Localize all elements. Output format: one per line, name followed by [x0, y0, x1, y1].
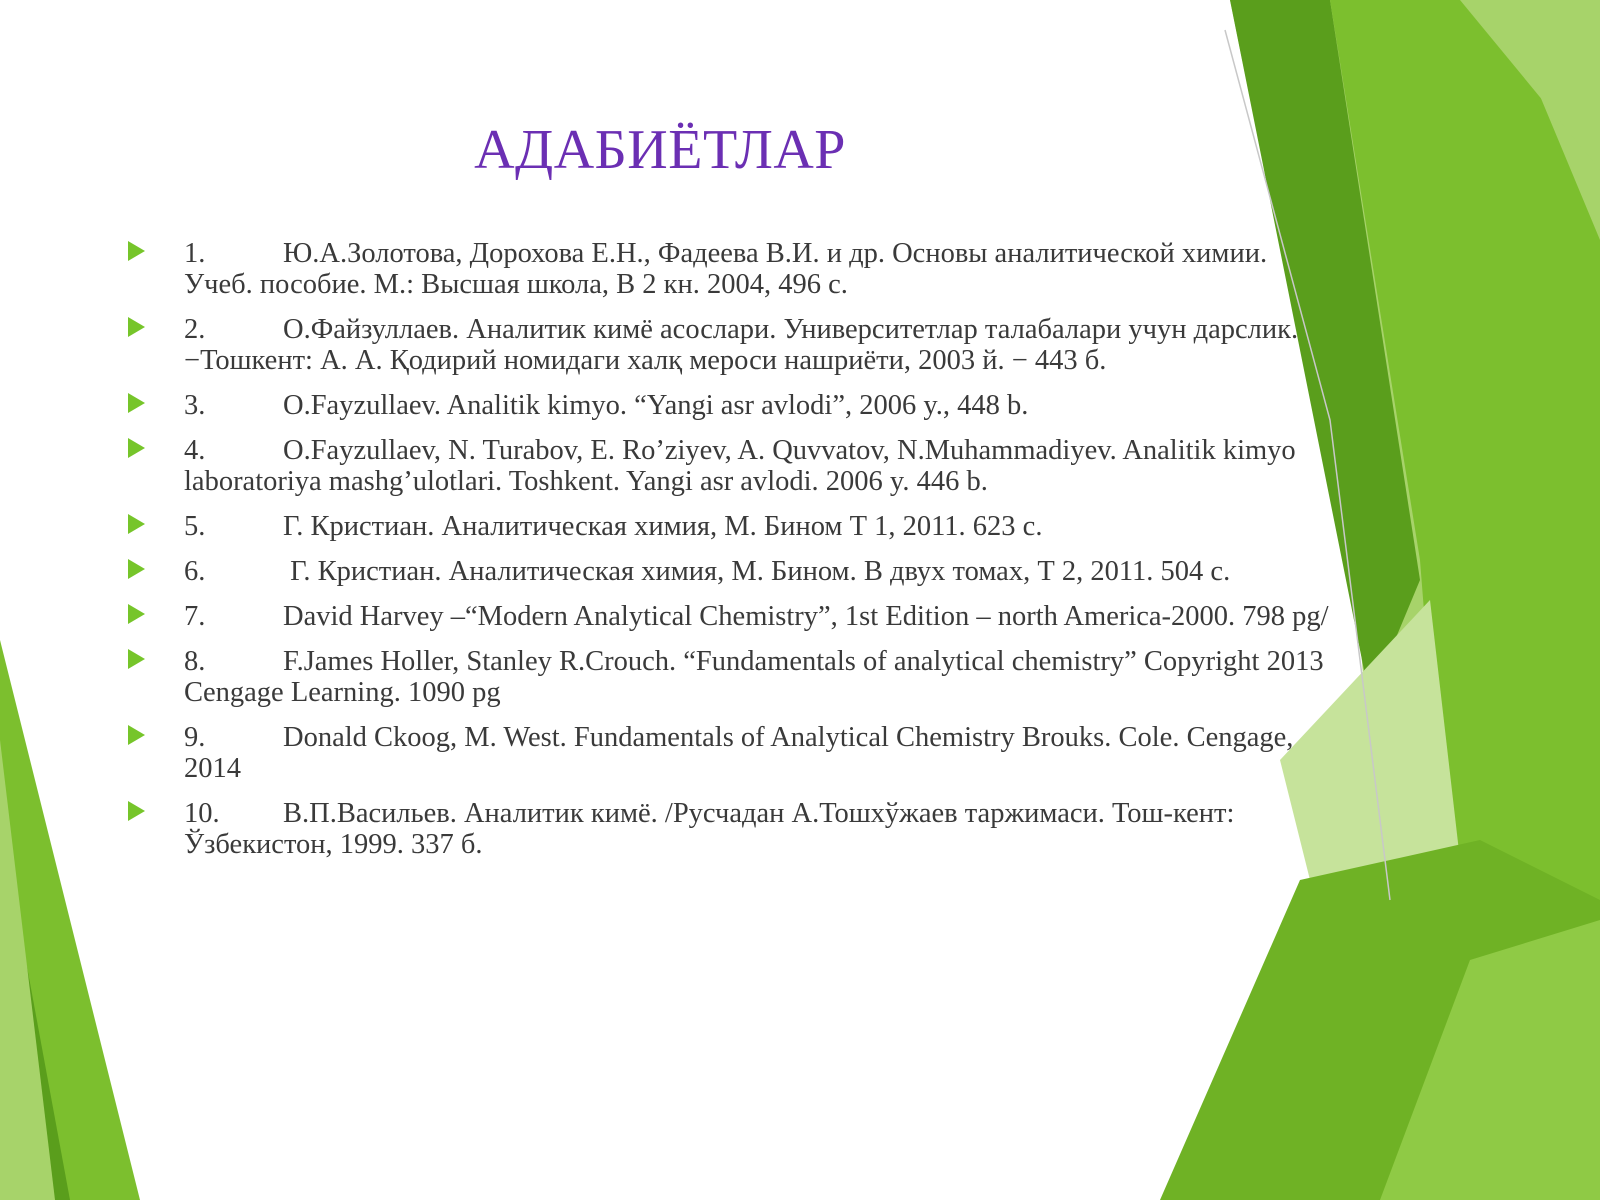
- triangle-bullet-icon: [128, 514, 145, 534]
- triangle-bullet-icon: [128, 559, 145, 579]
- reference-item: [122, 390, 1342, 421]
- reference-text: Ю.А.Золотова, Дорохова Е.Н., Фадеева В.И. и др. Основы аналитической химии. Учеб. пособие. М.: Высшая школа, В 2 кн. 2004, 496 с.: [184, 238, 1268, 300]
- reference-number: 6.: [184, 556, 206, 587]
- reference-text: David Harvey –“Modern Analytical Chemistry”, 1st Edition – north America-2000. 798 pg/: [283, 601, 1329, 632]
- reference-text: Г. Кристиан. Аналитическая химия, М. Бином Т 1, 2011. 623 с.: [283, 511, 1043, 542]
- reference-item: [122, 511, 1342, 542]
- reference-number: 3.: [184, 390, 206, 421]
- reference-number: 10.: [184, 798, 220, 829]
- triangle-bullet-icon: [128, 801, 145, 821]
- triangle-bullet-icon: [128, 725, 145, 745]
- reference-text: В.П.Васильев. Аналитик кимё. /Русчадан А.Тошхўжаев таржимаси. Тош-кент: Ўзбекистон, 1999. 337 б.: [184, 798, 1235, 860]
- reference-number: 7.: [184, 601, 206, 632]
- reference-item: [122, 435, 1342, 497]
- reference-text: F.James Holler, Stanley R.Crouch. “Fundamentals of analytical chemistry” Copyright 2013 Cengage Learning. 1090 pg: [184, 646, 1324, 708]
- reference-number: 4.: [184, 435, 206, 466]
- reference-number: 1.: [184, 238, 206, 269]
- triangle-bullet-icon: [128, 317, 145, 337]
- reference-number: 8.: [184, 646, 206, 677]
- reference-item: [122, 314, 1342, 376]
- reference-item: [122, 238, 1342, 300]
- reference-number: 2.: [184, 314, 206, 345]
- triangle-bullet-icon: [128, 604, 145, 624]
- reference-text: Г. Кристиан. Аналитическая химия, М. Бином. В двух томах, Т 2, 2011. 504 с.: [283, 556, 1231, 587]
- reference-text: O.Fayzullaev. Analitik kimyo. “Yangi asr avlodi”, 2006 y., 448 b.: [283, 390, 1029, 421]
- reference-text: O.Fayzullaev, N. Turabov, E. Ro’ziyev, A. Quvvatov, N.Muhammadiyev. Analitik kimyo laboratoriya mashg’ulotlari. Toshkent. Yangi asr avlodi. 2006 y. 446 b.: [184, 435, 1296, 497]
- reference-text: О.Файзуллаев. Аналитик кимё асослари. Университетлар талабалари учун дарслик. −Тошкент: А. А. Қодирий номидаги халқ мероси нашриёти, 2003 й. − 443 б.: [184, 314, 1299, 376]
- triangle-bullet-icon: [128, 438, 145, 458]
- triangle-bullet-icon: [128, 241, 145, 261]
- slide-title: АДАБИЁТЛАР: [474, 119, 846, 181]
- reference-text: Donald Ckoog, M. West. Fundamentals of Analytical Chemistry Brouks. Cole. Cengage, 2014: [184, 722, 1294, 784]
- reference-item: [122, 722, 1342, 784]
- reference-list: [122, 238, 1342, 874]
- reference-number: 9.: [184, 722, 206, 753]
- reference-item: [122, 646, 1342, 708]
- reference-item: [122, 556, 1342, 587]
- reference-number: 5.: [184, 511, 206, 542]
- reference-item: [122, 601, 1342, 632]
- triangle-bullet-icon: [128, 393, 145, 413]
- triangle-bullet-icon: [128, 649, 145, 669]
- reference-item: [122, 798, 1342, 860]
